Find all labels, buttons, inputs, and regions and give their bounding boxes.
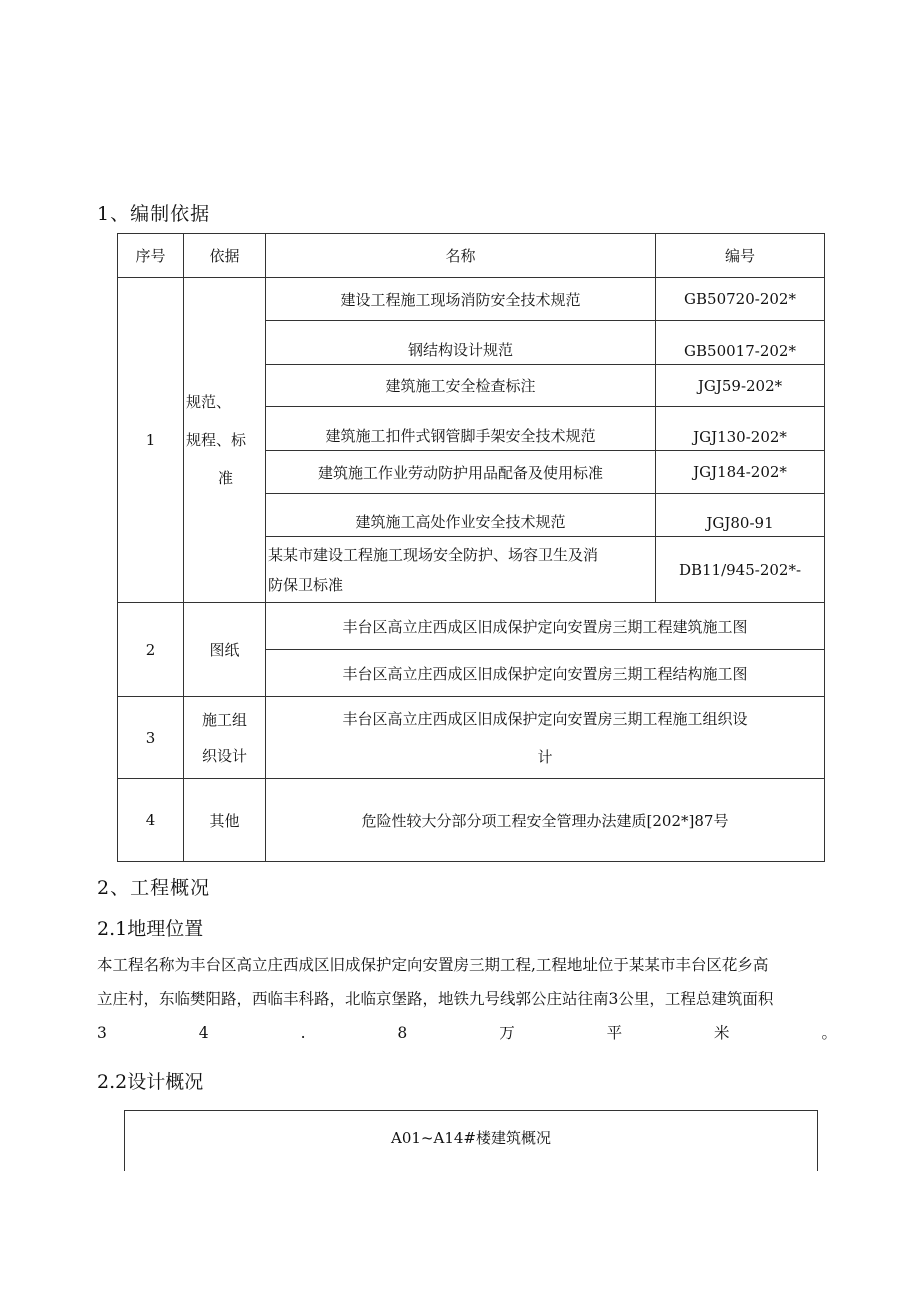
area-char: 万: [499, 1024, 515, 1042]
group3-basis: [184, 697, 266, 779]
area-char: 8: [397, 1024, 408, 1042]
section-2-2-heading: 2.2设计概况: [97, 1071, 204, 1093]
table-row: [118, 697, 825, 779]
row1-code: GB50720-202*: [656, 278, 825, 321]
section-1-heading: 1、编制依据: [97, 203, 211, 225]
area-char: 平: [606, 1024, 623, 1042]
row2-code: GB50017-202*: [656, 321, 825, 365]
design-overview-table: [124, 1110, 818, 1171]
table-header-row: [118, 234, 825, 278]
design-overview-title: A01~A14#楼建筑概况: [391, 1129, 551, 1147]
group4-name: 危险性较大分部分项工程安全管理办法建质[202*]87号: [266, 779, 825, 862]
area-char: 4: [198, 1024, 209, 1042]
area-char: .: [300, 1024, 306, 1042]
basis-table: [117, 233, 825, 862]
row4-code: JGJ130-202*: [656, 407, 825, 451]
group3-name: [266, 697, 825, 779]
row5-name: 建筑施工作业劳动防护用品配备及使用标准: [266, 451, 656, 494]
group3-basis-line2: 织设计: [201, 746, 247, 765]
header-name: 名称: [266, 234, 656, 278]
group1-basis-line1: 规范、: [186, 393, 232, 411]
row7-name-line2: 防保卫标准: [268, 575, 344, 594]
location-line1: 本工程名称为丰台区高立庄西成区旧成保护定向安置房三期工程,工程地址位于某某市丰台区花乡高: [97, 956, 769, 974]
header-seq: 序号: [118, 234, 184, 278]
table-row: [118, 603, 825, 650]
group1-basis: [184, 278, 266, 603]
group1-seq: 1: [118, 278, 184, 603]
row7-name-line1: 某某市建设工程施工现场安全防护、场容卫生及消: [268, 545, 599, 564]
row5-code: JGJ184-202*: [656, 451, 825, 494]
group2-seq: 2: [118, 603, 184, 697]
row1-name: 建设工程施工现场消防安全技术规范: [266, 278, 656, 321]
group3-name-line2: 计: [537, 747, 553, 766]
location-paragraph: [97, 948, 837, 1050]
header-code: 编号: [656, 234, 825, 278]
group4-basis: 其他: [184, 779, 266, 862]
group2-basis: 图纸: [184, 603, 266, 697]
area-char: 3: [97, 1024, 107, 1042]
group3-basis-line1: 施工组: [201, 710, 247, 729]
row7-code: DB11/945-202*-: [656, 537, 825, 603]
table-row: [118, 779, 825, 862]
location-line2: 立庄村，东临樊阳路，西临丰科路，北临京堡路，地铁九号线郭公庄站往南3公里，工程总建筑面积: [97, 990, 774, 1008]
group2-row2-name: 丰台区高立庄西成区旧成保护定向安置房三期工程结构施工图: [266, 650, 825, 697]
group1-basis-line3: 准: [217, 469, 233, 487]
row6-name: 建筑施工高处作业安全技术规范: [266, 494, 656, 537]
section-2-heading: 2、工程概况: [97, 877, 211, 899]
area-char: 米: [714, 1024, 730, 1042]
row2-name: 钢结构设计规范: [266, 321, 656, 365]
row3-name: 建筑施工安全检查标注: [266, 365, 656, 407]
group3-name-line1: 丰台区高立庄西成区旧成保护定向安置房三期工程施工组织设: [342, 709, 748, 728]
section-2-1-heading: 2.1地理位置: [97, 918, 204, 940]
group1-basis-line2: 规程、标: [186, 431, 247, 449]
row6-code: JGJ80-91: [656, 494, 825, 537]
area-char: 。: [821, 1024, 837, 1042]
row3-code: JGJ59-202*: [656, 365, 825, 407]
group4-seq: 4: [118, 779, 184, 862]
location-line3: [97, 1016, 837, 1050]
table-row: [118, 278, 825, 321]
row7-name: [266, 537, 656, 603]
header-basis: 依据: [184, 234, 266, 278]
group3-seq: 3: [118, 697, 184, 779]
group2-row1-name: 丰台区高立庄西成区旧成保护定向安置房三期工程建筑施工图: [266, 603, 825, 650]
row4-name: 建筑施工扣件式钢管脚手架安全技术规范: [266, 407, 656, 451]
